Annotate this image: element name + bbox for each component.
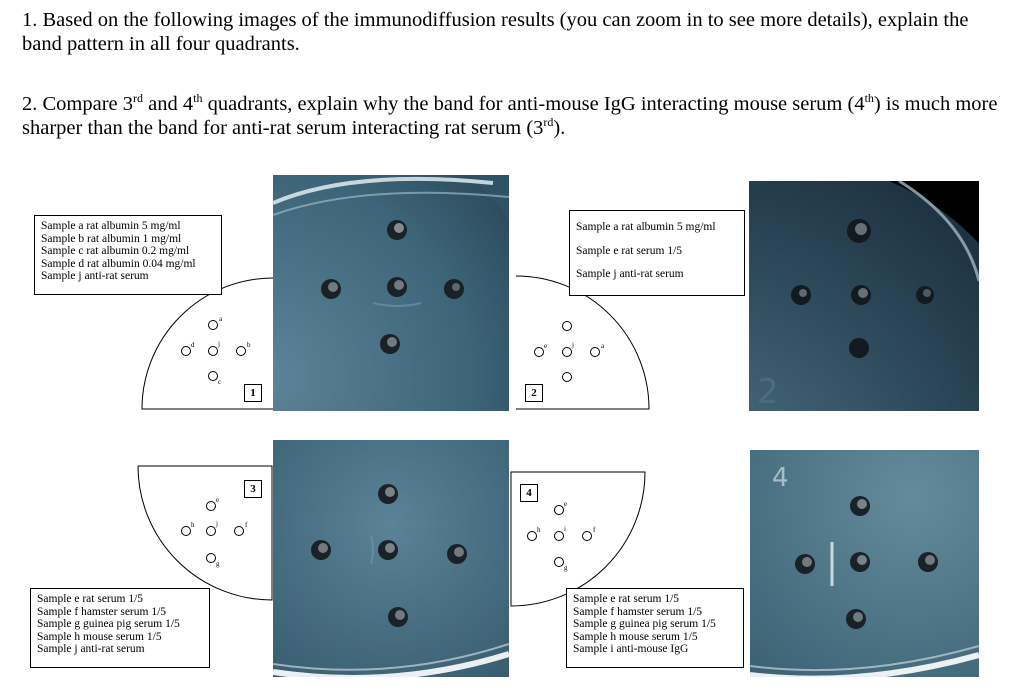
legend-line: Sample j anti-rat serum <box>576 268 684 280</box>
well-label-right: f <box>593 526 596 534</box>
legend-panel-2 <box>569 210 745 296</box>
well-label-top: e <box>216 496 220 504</box>
question-1: 1. Based on the following images of the immunodiffusion results (you can zoom in to see more details), explain the band pattern in all four quadrants. <box>22 9 969 55</box>
quadrant-number-4: 4 <box>520 484 538 502</box>
well-label-top: a <box>219 315 223 323</box>
well-label-top: e <box>564 500 568 508</box>
well-label-left: e <box>544 342 548 350</box>
legend-line: Sample a rat albumin 5 mg/ml <box>41 220 181 232</box>
legend-line: Sample i anti-mouse IgG <box>573 643 689 655</box>
well-label-left: d <box>191 341 195 349</box>
q2-sup-4: rd <box>543 115 554 130</box>
legend-line: Sample e rat serum 1/5 <box>37 593 144 605</box>
well-label-left: h <box>191 521 195 529</box>
legend-panel-3 <box>30 588 210 668</box>
legend-line: Sample j anti-rat serum <box>37 643 145 655</box>
well-label-bottom: g <box>216 560 220 568</box>
quadrant-number-3: 3 <box>244 480 262 498</box>
legend-line: Sample e rat serum 1/5 <box>573 593 680 605</box>
legend-panel-1 <box>34 215 222 295</box>
q2-text-3: quadrants, explain why the band for anti-mouse IgG interacting mouse serum (4 <box>202 93 865 115</box>
q2-text-2: and 4 <box>143 93 194 115</box>
legend-line: Sample a rat albumin 5 mg/ml <box>576 221 716 233</box>
well-label-center: j <box>216 520 218 528</box>
petri-photo-4 <box>750 450 979 677</box>
plate-label-2: 2 <box>757 372 779 411</box>
quadrant-number-1: 1 <box>244 384 262 402</box>
q2-sup-3: th <box>864 91 874 106</box>
legend-line: Sample b rat albumin 1 mg/ml <box>41 232 182 245</box>
well-label-bottom: c <box>218 378 222 386</box>
legend-line: Sample c rat albumin 0.2 mg/ml <box>41 245 190 257</box>
well-label-left: h <box>537 526 541 534</box>
question-2 <box>22 92 1012 140</box>
legend-line: Sample j anti-rat serum <box>41 270 149 282</box>
well-label-right: f <box>245 521 248 529</box>
q2-sup-2: th <box>193 91 203 106</box>
petri-photo-3 <box>273 440 509 677</box>
petri-photo-1 <box>273 175 509 411</box>
q2-text-1: 2. Compare 3 <box>22 93 134 115</box>
legend-line: Sample d rat albumin 0.04 mg/ml <box>41 257 196 270</box>
well-label-right: a <box>601 342 605 350</box>
legend-line: Sample f hamster serum 1/5 <box>573 605 703 618</box>
legend-line: Sample h mouse serum 1/5 <box>37 630 162 643</box>
plate-label-4: 4 <box>772 463 789 493</box>
well-label-right: b <box>247 341 251 349</box>
well-label-center: j <box>572 341 574 349</box>
legend-line: Sample h mouse serum 1/5 <box>573 630 698 643</box>
legend-panel-4 <box>566 588 744 668</box>
legend-line: Sample f hamster serum 1/5 <box>37 605 167 618</box>
q2-text-5: ). <box>553 117 566 139</box>
q2-text-4: ) is much more sharper than the band for anti-rat serum interacting rat serum (3 <box>22 93 998 139</box>
legend-line: Sample e rat serum 1/5 <box>576 244 683 257</box>
well-label-bottom: g <box>564 564 568 572</box>
well-label-center: i <box>564 525 566 533</box>
q2-sup-1: rd <box>133 91 144 106</box>
well-label-center: j <box>218 340 220 348</box>
legend-line: Sample g guinea pig serum 1/5 <box>37 618 180 630</box>
legend-line: Sample g guinea pig serum 1/5 <box>573 618 716 630</box>
petri-photo-2 <box>749 181 979 411</box>
quadrant-number-2: 2 <box>525 384 543 402</box>
